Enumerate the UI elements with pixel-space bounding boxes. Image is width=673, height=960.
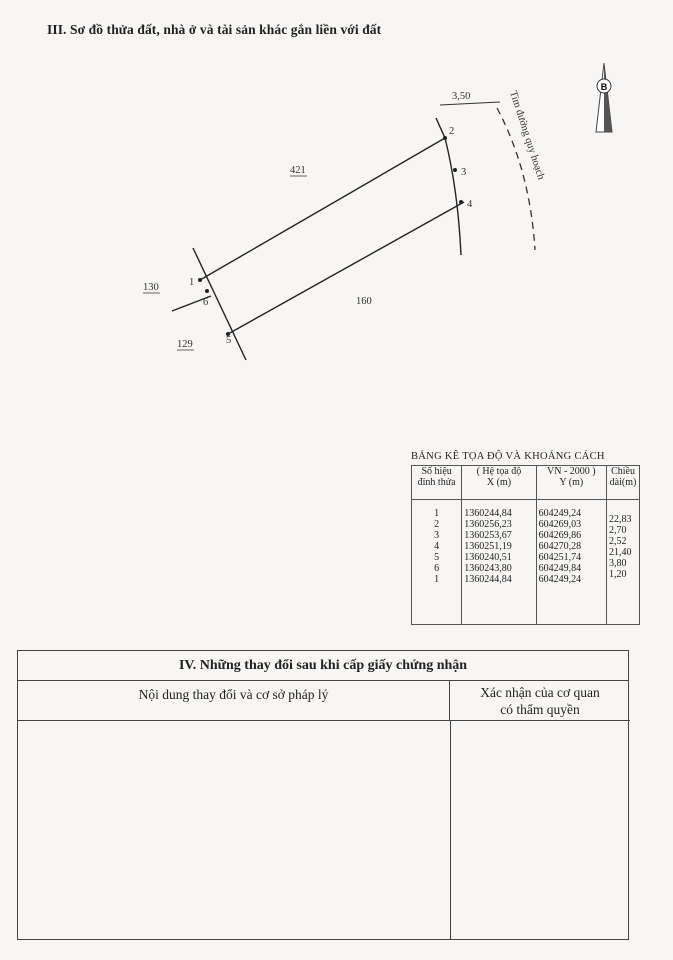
point-x-values: 1360244,84 1360256,23 1360253,67 1360251,19 1360240,51 1360243,80 1360244,84	[462, 499, 536, 624]
dimension-line	[440, 102, 500, 105]
changes-section	[17, 650, 629, 940]
coordinate-table	[411, 465, 640, 625]
section-3-title: III. Sơ đồ thửa đất, nhà ở và tài sản khác gắn liền với đất	[47, 22, 382, 37]
vertex-label: 6	[203, 297, 209, 308]
authority-confirmation-header: Xác nhận của cơ quan có thẩm quyền	[450, 681, 630, 721]
road-label: Tim đường quy hoạch	[507, 89, 547, 182]
coord-table-title: BẢNG KÊ TỌA ĐỘ VÀ KHOẢNG CÁCH	[411, 451, 605, 462]
vertex-label: 2	[449, 126, 455, 137]
vertex-label: 1	[189, 277, 195, 288]
vertex-label: 4	[467, 199, 473, 210]
north-marker-label: B	[600, 82, 608, 92]
header-x: ( Hệ tọa độ X (m)	[462, 466, 536, 500]
vertex-label: 5	[226, 335, 232, 346]
column-divider	[450, 721, 451, 939]
parcel-boundary	[172, 118, 467, 360]
header-id: Số hiệu đỉnh thửa	[412, 466, 462, 500]
dimension-label: 3,50	[452, 91, 471, 102]
north-arrow-icon	[596, 63, 612, 132]
header-distance: Chiều dài(m)	[607, 466, 640, 500]
parcel-number: 129	[177, 339, 193, 350]
point-ids: 1 2 3 4 5 6 1	[412, 499, 462, 624]
changes-content-header: Nội dung thay đổi và cơ sở pháp lý	[18, 681, 450, 721]
vertex-label: 3	[461, 167, 467, 178]
parcel-number: 421	[290, 165, 306, 176]
land-plot-diagram	[0, 0, 673, 450]
section-4-title: IV. Những thay đổi sau khi cấp giấy chứng nhận	[18, 651, 628, 681]
parcel-number: 160	[356, 296, 372, 307]
point-y-values: 604249,24 604269,03 604269,86 604270,28 604251,74 604249,84 604249,24	[536, 499, 606, 624]
distance-values: 22,83 2,70 2,52 21,40 3,80 1,20	[607, 499, 640, 624]
header-y: VN - 2000 ) Y (m)	[536, 466, 606, 500]
parcel-number: 130	[143, 282, 159, 293]
vertex-points	[198, 136, 463, 336]
